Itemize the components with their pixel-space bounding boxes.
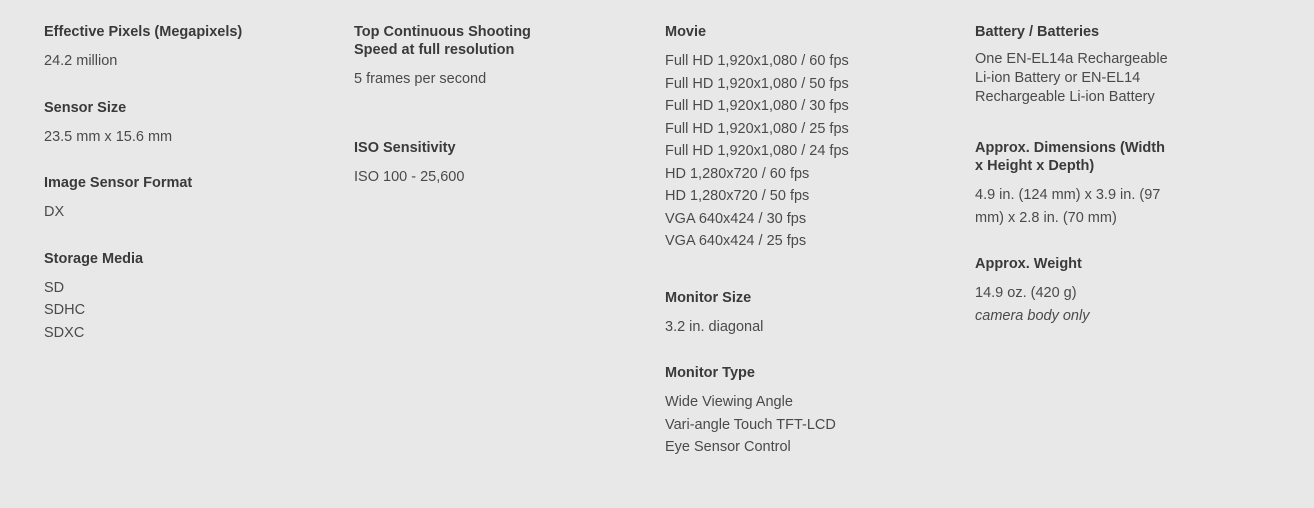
spec-value: HD 1,280x720 / 60 fps	[665, 165, 810, 182]
spec-value: 4.9 in. (124 mm) x 3.9 in. (97 mm) x 2.8 in. (70 mm)	[975, 187, 1161, 226]
spec-values	[44, 201, 314, 224]
spec-value: 3.2 in. diagonal	[665, 318, 764, 335]
spec-values	[354, 68, 554, 91]
spec-values	[665, 391, 935, 459]
spec-value: SDHC	[44, 302, 86, 318]
spec-values	[665, 50, 935, 253]
spec-column-2	[354, 23, 624, 188]
spec-value: Full HD 1,920x1,080 / 30 fps	[665, 98, 849, 114]
spec-continuous-shooting	[354, 23, 554, 91]
spec-value: Full HD 1,920x1,080 / 50 fps	[665, 75, 849, 92]
spec-value: 5 frames per second	[354, 71, 487, 87]
spec-title: Approx. Dimensions (Width x Height x Depth)	[975, 140, 1165, 174]
spec-title: Battery / Batteries	[975, 24, 1100, 40]
spec-weight	[975, 255, 1175, 327]
spec-value: Wide Viewing Angle	[665, 394, 793, 410]
spec-value: 24.2 million	[44, 53, 118, 69]
spec-value: SD	[44, 279, 65, 296]
spec-value: Vari-angle Touch TFT-LCD	[665, 416, 836, 433]
spec-monitor-type	[665, 364, 935, 459]
spec-value: Full HD 1,920x1,080 / 60 fps	[665, 53, 849, 69]
spec-storage-media	[44, 250, 314, 345]
spec-value: DX	[44, 204, 65, 220]
spec-value: ISO 100 - 25,600	[354, 168, 465, 185]
spec-column-3	[665, 23, 935, 459]
spec-value: 14.9 oz. (420 g)	[975, 285, 1077, 301]
spec-value: VGA 640x424 / 30 fps	[665, 210, 807, 227]
spec-title: Sensor Size	[44, 99, 127, 116]
spec-title: Top Continuous Shooting Speed at full resolution	[354, 24, 531, 58]
spec-values	[975, 282, 1175, 305]
spec-value: Full HD 1,920x1,080 / 25 fps	[665, 120, 849, 137]
spec-title: Effective Pixels (Megapixels)	[44, 24, 243, 40]
spec-battery	[975, 23, 1175, 107]
spec-value: VGA 640x424 / 25 fps	[665, 233, 807, 249]
spec-iso-sensitivity	[354, 139, 624, 189]
spec-movie	[665, 23, 935, 253]
spec-value: HD 1,280x720 / 50 fps	[665, 188, 810, 204]
spec-column-1	[44, 23, 314, 344]
spec-title: ISO Sensitivity	[354, 139, 456, 156]
spec-values	[665, 316, 935, 339]
spec-column-4	[975, 23, 1175, 327]
spec-dimensions	[975, 139, 1175, 229]
spec-values	[975, 50, 1175, 107]
spec-note: camera body only	[975, 307, 1090, 324]
spec-value: 23.5 mm x 15.6 mm	[44, 128, 173, 145]
spec-title: Image Sensor Format	[44, 175, 193, 191]
spec-monitor-size	[665, 289, 935, 339]
spec-value: One EN-EL14a Rechargeable Li-ion Battery or EN-EL14 Rechargeable Li-ion Battery	[975, 51, 1168, 105]
spec-values	[44, 50, 314, 73]
spec-sensor-size	[44, 99, 314, 149]
spec-title: Monitor Type	[665, 365, 755, 381]
spec-title: Monitor Size	[665, 289, 752, 306]
spec-value: Eye Sensor Control	[665, 439, 791, 455]
spec-values	[975, 184, 1175, 229]
spec-effective-pixels	[44, 23, 314, 73]
spec-title: Movie	[665, 24, 707, 40]
spec-values	[354, 166, 624, 189]
spec-values	[44, 277, 314, 345]
spec-values	[44, 126, 314, 149]
spec-value: Full HD 1,920x1,080 / 24 fps	[665, 143, 849, 159]
spec-title: Storage Media	[44, 250, 144, 267]
spec-value: SDXC	[44, 324, 85, 341]
spec-title: Approx. Weight	[975, 256, 1082, 272]
spec-image-sensor-format	[44, 174, 314, 224]
